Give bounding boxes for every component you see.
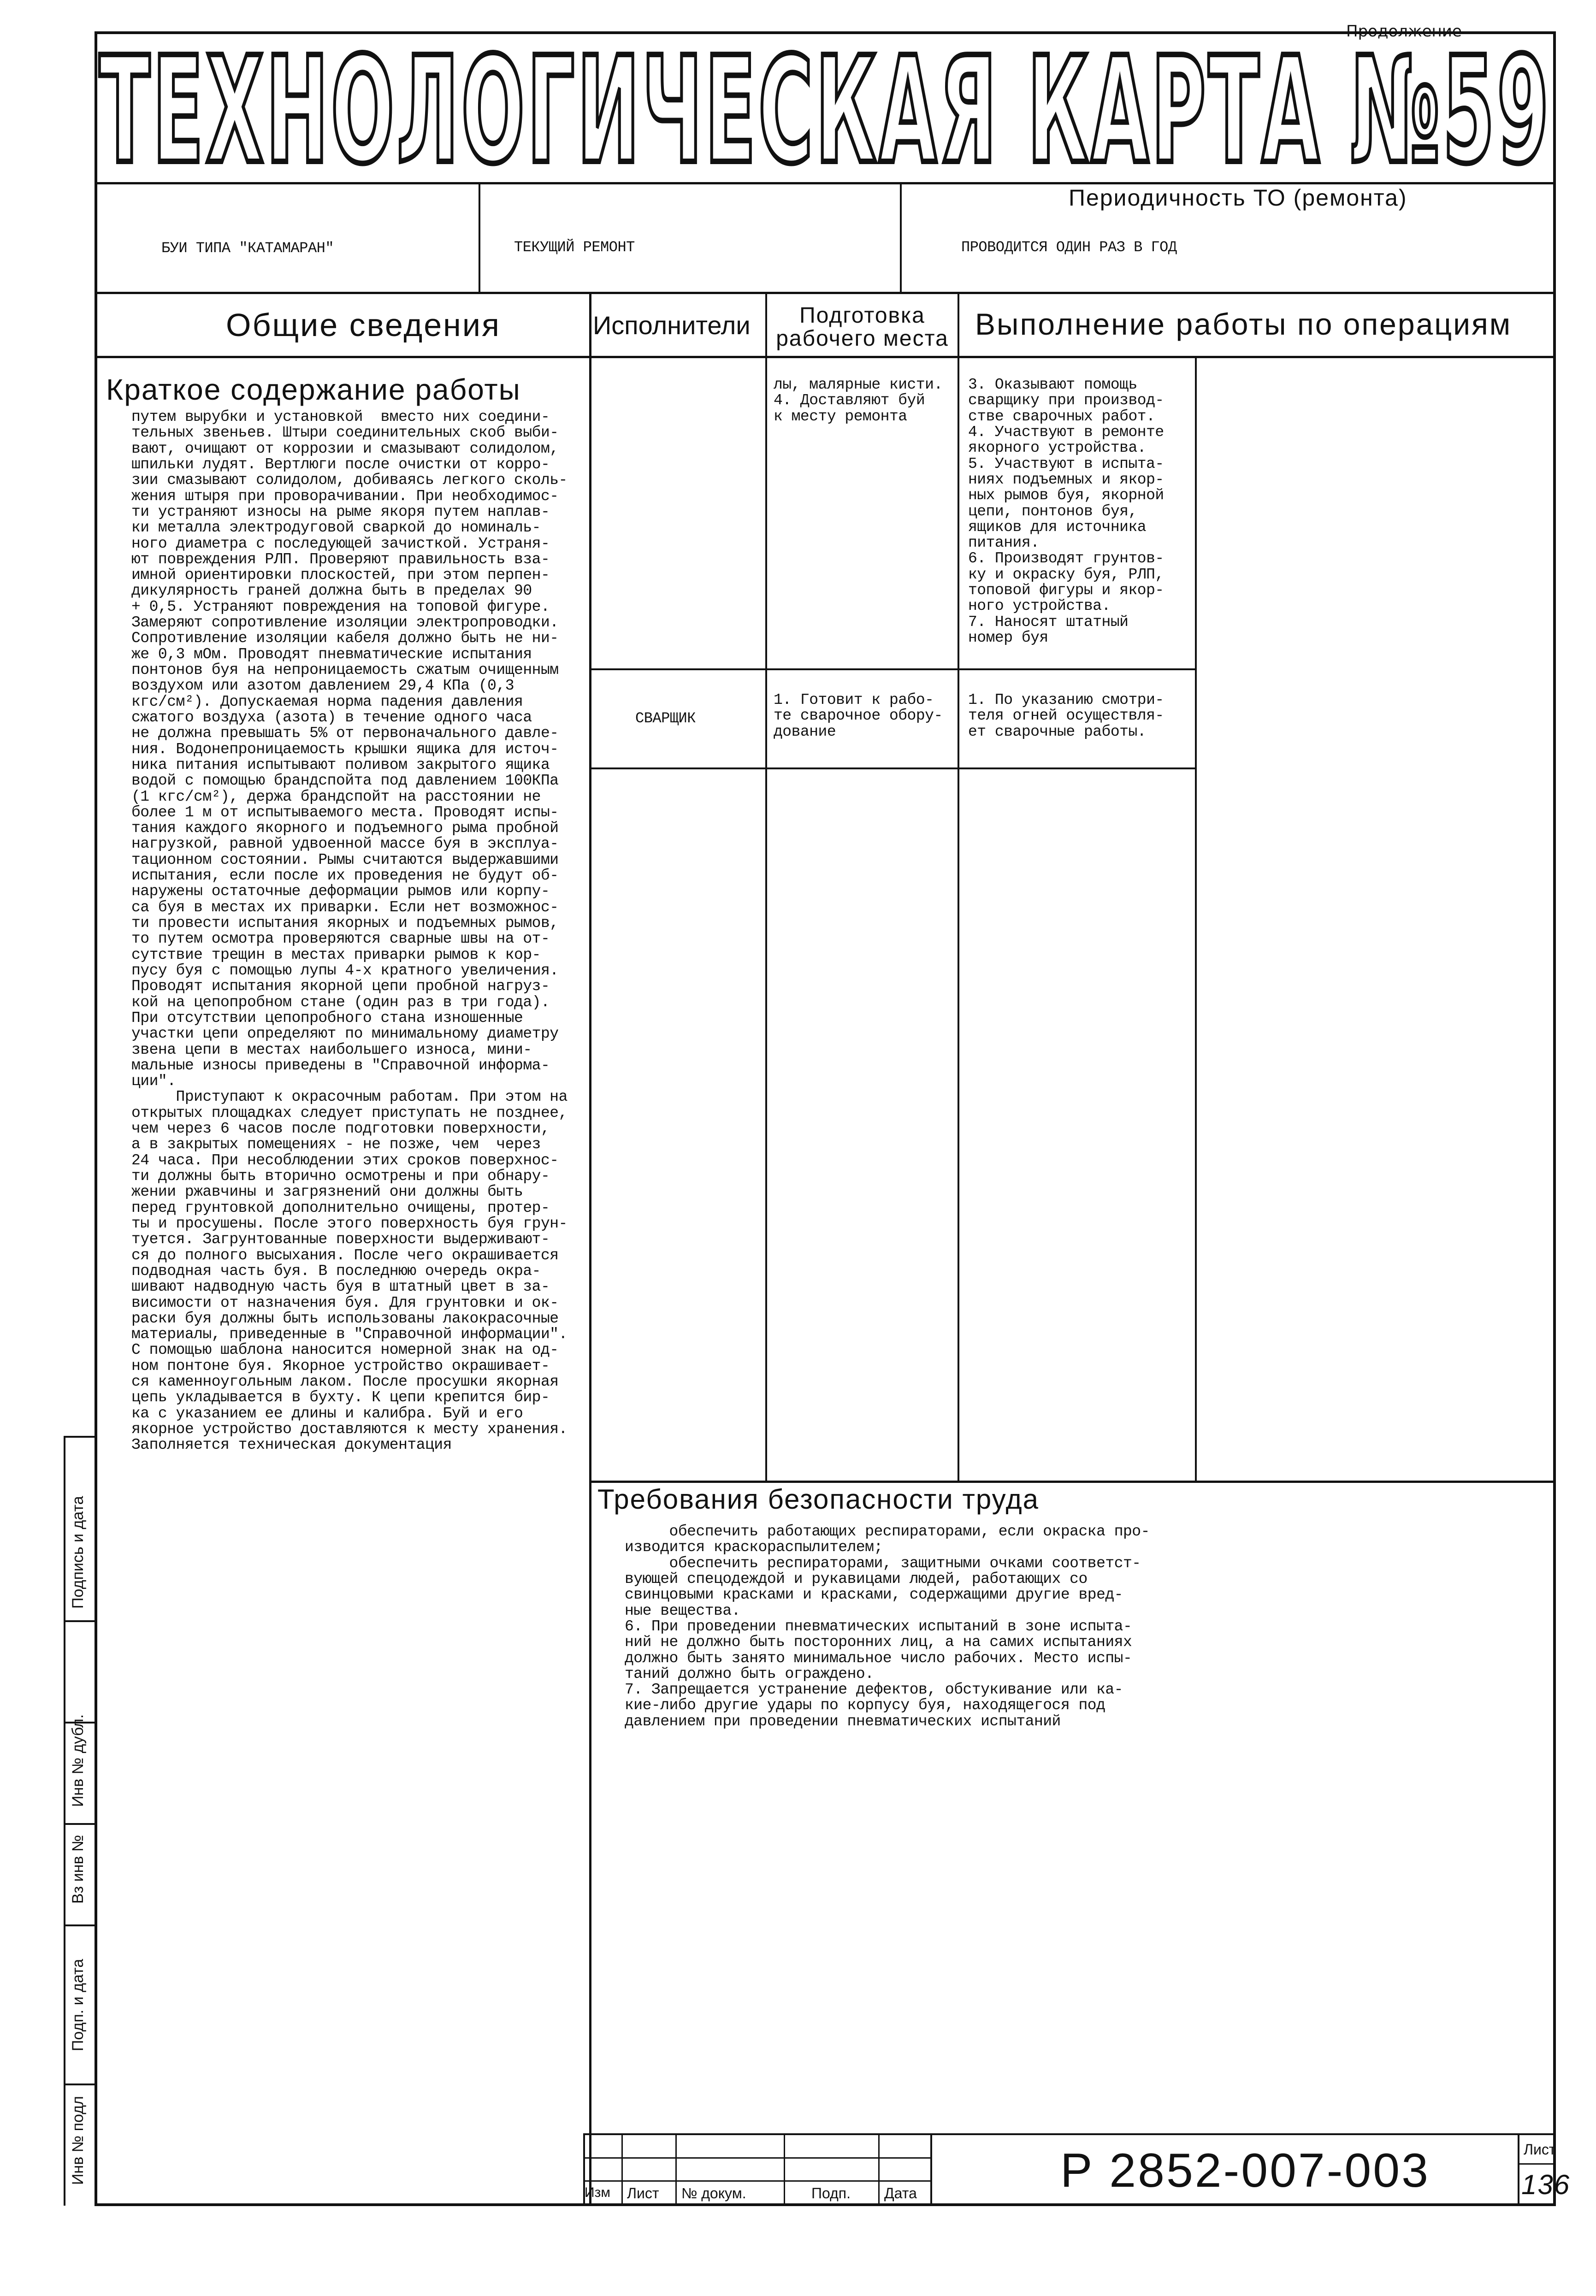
title-block-col-podp: Подп.	[811, 2185, 851, 2202]
safety-text: обеспечить работающих респираторами, если окраска про- изводится краскораспылителем; обеспечить респираторами, защитными очками соответст- вующей спецодеждой и рукавицами людей, работающих со свинцовыми красками и красками, содержащими другие вред- ные вещества. 6. При проведении пневматических испытаний в зоне испыта- ний не должно быть посторонних лиц, а на самих испытаниях должно быть занято минимальное число рабочих. Место испы- таний должно быть ограждено. 7. Запрещается устранение дефектов, обстукивание или ка- кие-либо другие удары по корпусу буя, находящегося под давлением при проведении пневматических испытаний	[625, 1523, 1150, 1730]
row-1-operations: 3. Оказывают помощь сварщику при производ- стве сварочных работ. 4. Участвуют в ремонте якорного устройства. 5. Участвуют в испыта- ниях подъемных и якор- ных рымов буя, якорной цепи, понтонов буя, ящиков для источника питания. 6. Производят грунтов- ку и окраску буя, РЛП, топовой фигуры и якор- ного устройства. 7. Наносят штатный номер буя	[968, 376, 1164, 646]
side-stamp-top-line	[64, 1436, 96, 1438]
sheet-label: Лист	[1524, 2141, 1556, 2158]
title-block-vline-1	[621, 2133, 623, 2205]
col-divider-prep	[958, 293, 959, 1482]
object-name: БУИ ТИПА "КАТАМАРАН"	[161, 240, 334, 257]
title-block-vline-4	[878, 2133, 880, 2205]
row-2-operations: 1. По указанию смотри- теля огней осуществля- ет сварочные работы.	[968, 691, 1164, 740]
side-stamp-sep-5	[64, 2084, 96, 2085]
title-block-col-doc: № докум.	[681, 2185, 746, 2202]
repair-type: ТЕКУЩИЙ РЕМОНТ	[514, 239, 635, 256]
periodicity-value: ПРОВОДИТСЯ ОДИН РАЗ В ГОД	[961, 239, 1177, 256]
col-header-performers: Исполнители	[593, 311, 751, 340]
title-block-vline-3	[784, 2133, 785, 2205]
side-stamp-right-line	[95, 1436, 96, 2206]
row-1-prep: лы, малярные кисти. 4. Доставляют буй к месту ремонта	[774, 376, 943, 425]
side-stamp-label-inv-dubl: Инв № дубл.	[69, 1714, 87, 1807]
title-block-col-list: Лист	[627, 2185, 659, 2202]
title-block-vline-6	[1518, 2133, 1519, 2205]
document-code: Р 2852-007-003	[1060, 2144, 1430, 2197]
side-stamp-left-line	[64, 1436, 65, 2206]
periodicity-label: Периодичность ТО (ремонта)	[1069, 185, 1407, 211]
side-stamp-sep-1	[64, 1620, 96, 1622]
info-row-bottom-line	[95, 292, 1556, 294]
col-header-operations: Выполнение работы по операциям	[975, 307, 1512, 341]
side-stamp-label-podpis-data: Подпись и дата	[69, 1496, 87, 1609]
sheet-number: 136	[1521, 2169, 1571, 2200]
col-divider-ops-inner	[1195, 357, 1197, 1482]
side-stamp-sep-4	[64, 1924, 96, 1926]
title-block-vline-2	[675, 2133, 677, 2205]
side-stamp-sep-3	[64, 1823, 96, 1825]
column-header-bottom-line	[95, 356, 1556, 358]
safety-top-line	[591, 1481, 1555, 1483]
frame-bottom-line	[95, 2203, 1556, 2206]
side-stamp-label-inv-podl: Инв № подл	[69, 2096, 87, 2185]
col-header-general: Общие сведения	[226, 307, 501, 343]
summary-text: путем вырубки и установкой вместо них соедини- тельных звеньев. Штыри соединительных скоб выби- вают, очищают от коррозии и смазывают солидолом, шпильки лудят. Вертлюги после очистки от корро- зии смазывают солидолом, добиваясь легкого сколь- жения штыря при проворачивании. При необходимос- ти устраняют износы на рыме якоря путем наплав- ки металла электродуговой сваркой до номиналь- ного диаметра с последующей зачисткой. Устраня- ют повреждения РЛП. Проверяют правильность вза- имной ориентировки плоскостей, при этом перпен- дикулярность граней должна быть в пределах 90 + 0,5. Устраняют повреждения на топовой фигуре. Замеряют сопротивление изоляции электропроводки. Сопротивление изоляции кабеля должно быть не ни- же 0,3 мОм. Проводят пневматические испытания понтонов буя на непроницаемость сжатым очищенным воздухом или азотом давлением 29,4 КПа (0,3 кгс/см²). Допускаемая норма падения давления сжатого воздуха (азота) в течение одного часа не должна превышать 5% от первоначального давле- ния. Водонепроницаемость крышки ящика для источ- ника питания испытывают поливом закрытого ящика водой с помощью брандспойта под давлением 100КПа (1 кгс/см²), держа брандспойт на расстоянии не более 1 м от испытываемого места. Проводят испы- тания каждого якорного и подъемного рыма пробной нагрузкой, равной удвоенной массе буя в эксплуа- тационном состоянии. Рымы считаются выдержавшими испытания, если после их проведения не будут об- наружены остаточные деформации рымов или корпу- са буя в местах их приварки. Если нет возможнос- ти провести испытания якорных и подъемных рымов, то путем осмотра проверяются сварные швы на от- сутствие трещин в местах приварки рымов к кор- пусу буя с помощью лупы 4-х кратного увеличения. Проводят испытания якорной цепи пробной нагруз- кой на цепопробном стане (один раз в три года). При отсутствии цепопробного стана изношенные участки цепи определяют по минимальному диаметру звена цепи в местах наибольшего износа, мини- мальные износы приведены в "Справочной информа- ции". Приступают к окрасочным работам. При этом на открытых площадках следует приступать не позднее, чем через 6 часов после подготовки поверхности, а в закрытых помещениях - не позже, чем через 24 часа. При несоблюдении этих сроков поверхнос- ти должны быть вторично осмотрены и при обнару- жении ржавчины и загрязнений они должны быть перед грунтовкой дополнительно очищены, протер- ты и просушены. После этого поверхность буя грун- туется. Загрунтованные поверхности выдерживают- ся до полного высыхания. После чего окрашивается подводная часть буя. В последнюю очередь окра- шивают надводную часть буя в штатный цвет в за- висимости от назначения буя. Для грунтовки и ок- раски буя должны быть использованы лакокрасочные материалы, приведенные в "Справочной информации". С помощью шаблона наносится номерной знак на од- ном понтоне буя. Якорное устройство окрашивает- ся каменноугольным лаком. После просушки якорная цепь укладывается в бухту. К цепи крепится бир- ка с указанием ее длины и калибра. Буй и его якорное устройство доставляются к месту хранения. Заполняется техническая документация	[131, 408, 567, 1454]
row-separator-1	[591, 668, 1196, 670]
row-2-performer: СВАРЩИК	[635, 710, 696, 727]
title-block-col-izm: Изм	[585, 2185, 610, 2200]
document-title-text: ТЕХНОЛОГИЧЕСКАЯ КАРТА №59	[99, 25, 1551, 184]
side-stamp-label-podp-data: Подп. и дата	[69, 1959, 87, 2051]
info-divider-1	[479, 183, 480, 293]
title-block-sheet-sep	[1518, 2163, 1555, 2165]
row-separator-2	[591, 767, 1196, 769]
row-2-prep: 1. Готовит к рабо- те сварочное обору- дование	[774, 691, 943, 740]
safety-heading: Требования безопасности труда	[597, 1484, 1039, 1515]
col-header-workplace-prep: Подготовка рабочего места	[776, 303, 949, 351]
info-divider-2	[900, 183, 902, 293]
title-block-vline-5	[930, 2133, 932, 2205]
title-block-col-data: Дата	[884, 2185, 917, 2202]
side-stamp-label-vz-inv: Вз инв №	[69, 1835, 87, 1904]
col-divider-general	[589, 293, 591, 2204]
continuation-label: Продолжение	[1346, 22, 1462, 41]
summary-heading: Краткое содержание работы	[106, 373, 521, 406]
title-block-top-line	[583, 2133, 1555, 2135]
document-title	[0, 0, 1596, 184]
col-divider-performers	[765, 293, 767, 1482]
